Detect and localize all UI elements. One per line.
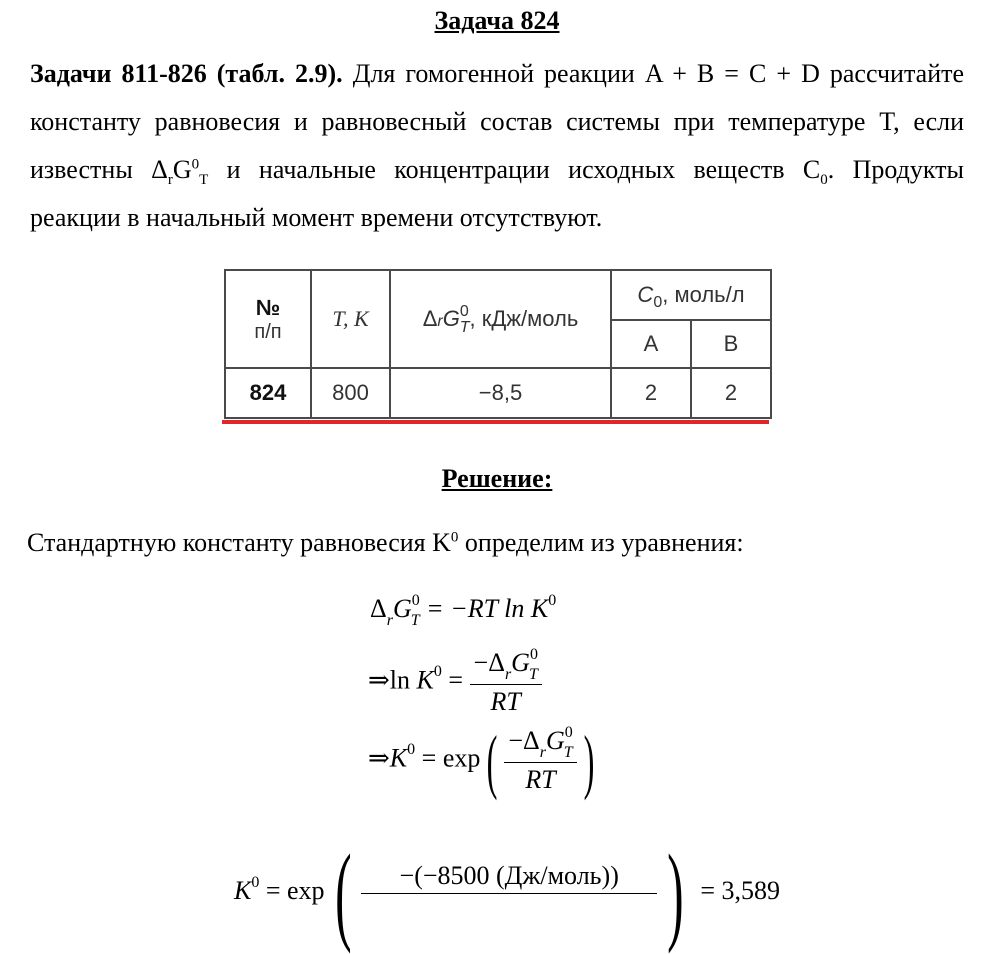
task-title: Задача 824: [434, 6, 560, 35]
eq3-fraction: [504, 724, 576, 797]
intro-sup: 0: [450, 529, 459, 546]
cell-a: 2: [611, 368, 691, 418]
eq2-fraction: [470, 646, 542, 719]
eq3-g: G: [545, 726, 565, 755]
intro-text-2: определим из уравнения:: [458, 528, 744, 557]
header-num-pp: п/п: [254, 320, 282, 343]
header-c0-sub: 0: [653, 294, 663, 311]
header-dg-unit: , кДж/моль: [469, 306, 579, 331]
eq3-implies: ⇒: [368, 743, 390, 773]
header-dg-g: G: [442, 306, 460, 331]
cell-temp: 800: [311, 368, 390, 418]
eq2-implies: ⇒: [368, 665, 390, 695]
header-temp: [311, 270, 390, 368]
eq1-r: r: [386, 612, 393, 629]
solution-title: Решение:: [441, 464, 553, 493]
problem-sub-r: r: [167, 172, 173, 189]
header-b: B: [691, 320, 771, 368]
header-c0-unit: , моль/л: [662, 282, 745, 307]
problem-statement: [30, 50, 964, 242]
header-num: [225, 270, 311, 368]
problem-lead: Задачи 811-826 (табл. 2.9).: [30, 59, 343, 88]
eq2-ln: ln: [389, 665, 411, 695]
eq1-delta: Δ: [370, 594, 387, 623]
table-underline: [222, 420, 769, 424]
eq3-eq: =: [421, 743, 437, 773]
header-a: A: [611, 320, 691, 368]
problem-text-3: . Продукты реакции в начальный момент времени отсутствуют.: [30, 155, 964, 232]
problem-text-1: Для гомогенной реакции A + B = C + D рассчитайте константу равновесия и равновесный состав системы при температуре T, если известны Δ: [30, 59, 965, 184]
header-dg: [390, 270, 611, 368]
eq3-left-paren: (: [486, 720, 498, 801]
eq2-g-sup: 0: [529, 646, 538, 663]
header-dg-r: r: [437, 313, 443, 330]
equation-3: [368, 720, 601, 801]
problem-sup-0: 0: [191, 156, 200, 173]
eq3-exp: exp: [442, 743, 481, 773]
header-dg-delta: Δ: [422, 306, 438, 331]
eq1-rhs: = −RT ln K: [426, 594, 549, 623]
eq2-numerator: [470, 646, 542, 685]
eq4-left-paren: (: [334, 832, 352, 954]
eq2-g: G: [511, 648, 530, 677]
intro-text-1: Стандартную константу равновесия K: [27, 528, 451, 557]
eq1-g: G: [392, 594, 412, 623]
eq3-numerator: [504, 724, 576, 763]
eq2-denominator: RT: [490, 687, 521, 716]
eq2-minus-delta: −Δ: [473, 648, 505, 677]
eq1-k-sup: 0: [548, 592, 557, 609]
equation-2: [368, 646, 542, 719]
eq4-k: K: [234, 875, 252, 905]
eq2-r: r: [504, 666, 512, 683]
solution-intro: [27, 528, 744, 558]
eq2-k: K: [416, 665, 434, 695]
eq3-g-sub: T: [563, 744, 573, 761]
cell-b: 2: [691, 368, 771, 418]
header-temp-label: T, K: [332, 306, 369, 331]
header-dg-sub: T: [459, 319, 470, 336]
eq3-r: r: [539, 744, 546, 761]
header-c0-c: C: [637, 282, 654, 307]
eq4-k-sup: 0: [251, 873, 260, 891]
eq3-k: K: [389, 743, 408, 773]
eq4-right-paren: ): [667, 832, 684, 954]
eq4-exp: exp: [287, 875, 325, 905]
table-row: [225, 368, 771, 418]
eq3-minus-delta: −Δ: [508, 726, 540, 755]
equation-4: [234, 832, 781, 954]
eq4-eq: =: [265, 875, 281, 905]
cell-dg: −8,5: [390, 368, 611, 418]
eq4-denominator: [361, 894, 657, 928]
equation-1: [370, 592, 557, 629]
eq4-numerator: −(−8500 (Дж/моль)): [361, 859, 657, 894]
eq4-result: = 3,589: [700, 875, 781, 905]
eq3-g-sup: 0: [564, 724, 573, 741]
header-c0: [611, 270, 771, 320]
eq4-fraction: [361, 859, 657, 928]
eq1-g-sub: T: [410, 612, 420, 629]
header-num-sign: №: [255, 294, 281, 320]
problem-g: G: [172, 155, 192, 184]
eq3-k-sup: 0: [407, 741, 416, 759]
problem-sub-0: 0: [820, 172, 828, 189]
header-dg-sup: 0: [459, 303, 469, 320]
cell-num: 824: [225, 368, 311, 418]
eq2-g-sub: T: [528, 666, 538, 683]
task-data-table: [224, 269, 772, 419]
eq3-right-paren: ): [583, 720, 595, 801]
eq2-k-sup: 0: [433, 663, 442, 681]
problem-text-2: и начальные концентрации исходных веществ C: [208, 155, 821, 184]
eq1-g-sup: 0: [411, 592, 420, 609]
eq2-eq: =: [448, 665, 464, 695]
problem-sub-t: T: [199, 172, 209, 189]
eq3-denominator: RT: [525, 765, 556, 794]
